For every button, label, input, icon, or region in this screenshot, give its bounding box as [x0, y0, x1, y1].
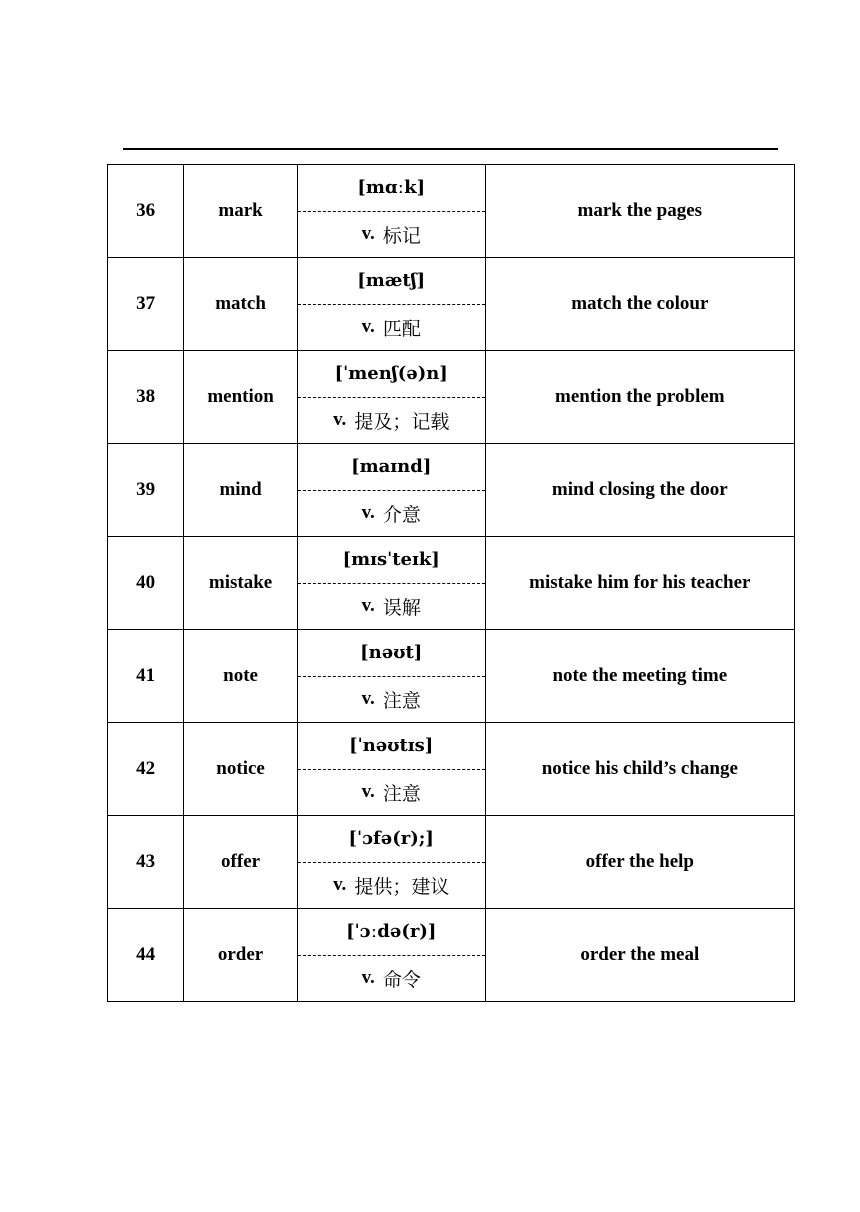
- entry-number: 40: [108, 537, 184, 630]
- entry-meaning: 误解: [382, 596, 421, 619]
- entry-example: note the meeting time: [485, 630, 794, 723]
- entry-example: match the colour: [485, 258, 794, 351]
- entry-word: mark: [184, 165, 297, 258]
- entry-meaning: 注意: [382, 782, 421, 805]
- entry-phonetic: [mɑːk]: [357, 177, 426, 199]
- entry-phonetic: [maɪnd]: [351, 456, 432, 478]
- entry-definition: [297, 630, 485, 723]
- table-row: [108, 816, 795, 909]
- entry-word: notice: [184, 723, 297, 816]
- entry-word: mention: [184, 351, 297, 444]
- entry-definition: [297, 258, 485, 351]
- entry-example: mind closing the door: [485, 444, 794, 537]
- entry-number: 37: [108, 258, 184, 351]
- entry-part-of-speech: v.: [361, 316, 375, 338]
- entry-definition: [297, 351, 485, 444]
- entry-word: mistake: [184, 537, 297, 630]
- entry-part-of-speech: v.: [361, 688, 375, 710]
- entry-definition: [297, 816, 485, 909]
- header-rule: [123, 148, 778, 150]
- entry-number: 36: [108, 165, 184, 258]
- entry-example: mark the pages: [485, 165, 794, 258]
- entry-example: mention the problem: [485, 351, 794, 444]
- entry-word: order: [184, 909, 297, 1002]
- entry-definition: [297, 165, 485, 258]
- entry-definition: [297, 909, 485, 1002]
- entry-phonetic: [mætʃ]: [357, 270, 426, 292]
- table-row: [108, 630, 795, 723]
- entry-word: mind: [184, 444, 297, 537]
- entry-phonetic: [ˈnəʊtɪs]: [349, 735, 434, 757]
- entry-example: notice his child’s change: [485, 723, 794, 816]
- entry-word: note: [184, 630, 297, 723]
- entry-phonetic: [ˈɔfə(r);]: [348, 828, 434, 850]
- entry-meaning: 注意: [382, 689, 421, 712]
- table-row: [108, 723, 795, 816]
- entry-meaning: 匹配: [382, 317, 421, 340]
- table-row: [108, 444, 795, 537]
- entry-definition: [297, 723, 485, 816]
- entry-phonetic: [ˈɔːdə(r)]: [346, 921, 437, 943]
- entry-meaning: 介意: [382, 503, 421, 526]
- entry-example: offer the help: [485, 816, 794, 909]
- entry-definition: [297, 444, 485, 537]
- entry-example: order the meal: [485, 909, 794, 1002]
- entry-number: 43: [108, 816, 184, 909]
- entry-meaning: 命令: [382, 968, 421, 991]
- entry-word: match: [184, 258, 297, 351]
- entry-number: 42: [108, 723, 184, 816]
- table-row: [108, 351, 795, 444]
- entry-number: 44: [108, 909, 184, 1002]
- entry-part-of-speech: v.: [333, 874, 347, 896]
- entry-example: mistake him for his teacher: [485, 537, 794, 630]
- table-row: [108, 258, 795, 351]
- entry-number: 41: [108, 630, 184, 723]
- entry-number: 39: [108, 444, 184, 537]
- entry-number: 38: [108, 351, 184, 444]
- table-row: [108, 537, 795, 630]
- entry-part-of-speech: v.: [333, 409, 347, 431]
- table-row: [108, 165, 795, 258]
- entry-phonetic: [ˈmenʃ(ə)n]: [334, 363, 448, 385]
- entry-definition: [297, 537, 485, 630]
- entry-part-of-speech: v.: [361, 502, 375, 524]
- entry-meaning: 提供；建议: [354, 875, 450, 898]
- entry-part-of-speech: v.: [361, 595, 375, 617]
- entry-meaning: 标记: [382, 224, 421, 247]
- vocabulary-table: [107, 164, 795, 1002]
- table-row: [108, 909, 795, 1002]
- entry-part-of-speech: v.: [361, 967, 375, 989]
- entry-part-of-speech: v.: [361, 781, 375, 803]
- entry-part-of-speech: v.: [361, 223, 375, 245]
- entry-phonetic: [nəʊt]: [360, 642, 423, 664]
- entry-meaning: 提及；记载: [354, 410, 450, 433]
- entry-phonetic: [mɪsˈteɪk]: [342, 549, 440, 571]
- entry-word: offer: [184, 816, 297, 909]
